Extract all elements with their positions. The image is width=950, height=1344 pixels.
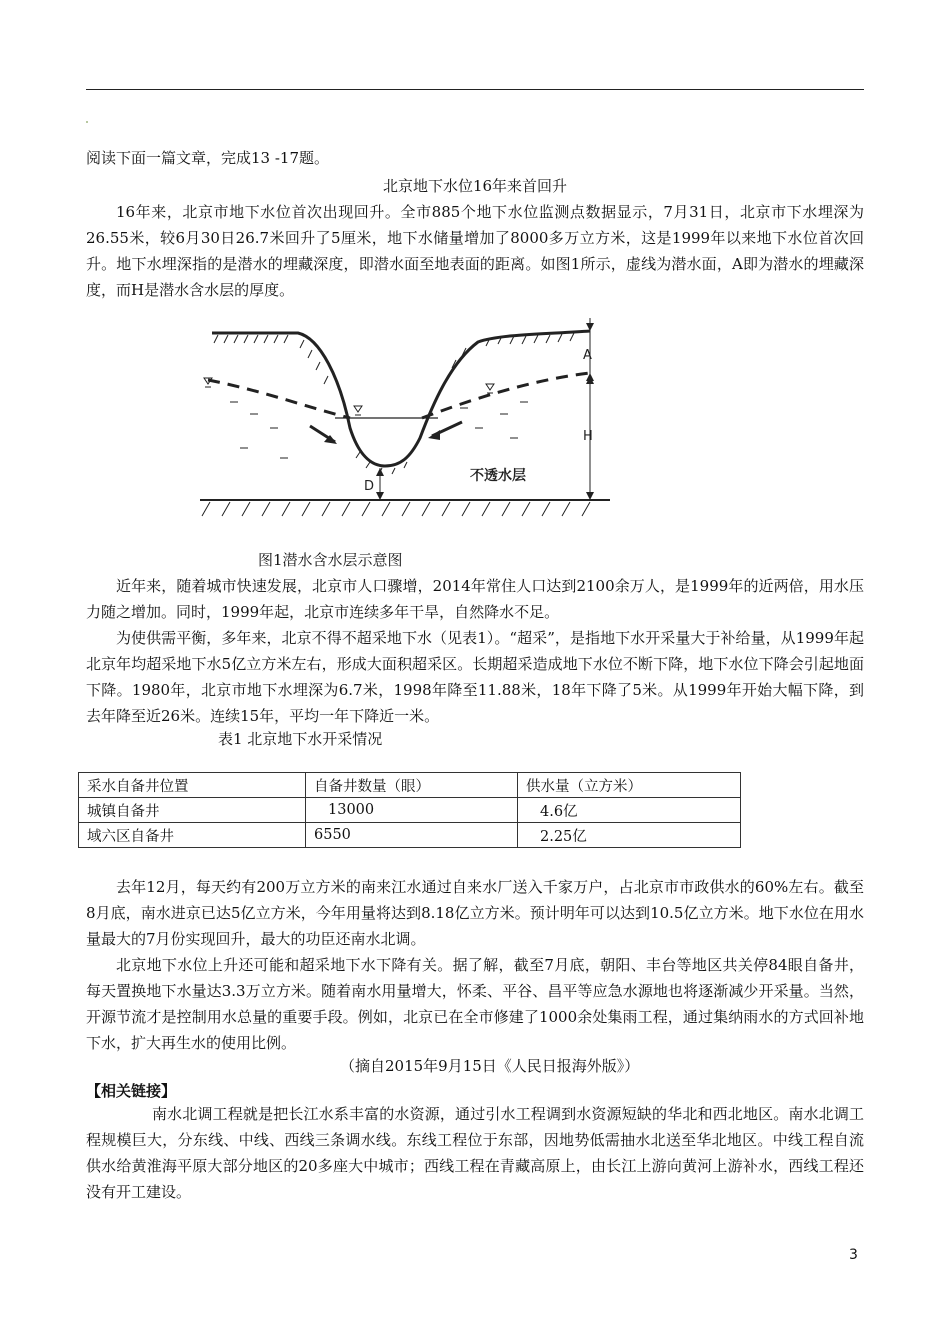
table-row: [79, 823, 741, 848]
article-title: 北京地下水位16年来首回升: [382, 177, 568, 195]
label-h: H: [583, 429, 593, 444]
paragraph-3: 为使供需平衡，多年来，北京不得不超采地下水（见表1）。“超采”，是指地下水开采量大于补给量，从1999年起北京年均超采地下水5亿立方米左右，形成大面积超采区。长期超采造成地下水位不断下降，地下水位下降会引起地面下降。1980年，北京市地下水埋深为6.7米，1998年降至11.88米，18年下降了5米。从1999年开始大幅下降，到去年降至近26米。连续15年，平均一年下降近一米。: [86, 629, 864, 725]
table-header-cell: 自备井数量（眼）: [306, 773, 518, 798]
figure-caption: 图1潜水含水层示意图: [258, 551, 403, 569]
stray-mark: [86, 121, 88, 123]
paragraph-4: 去年12月，每天约有200万立方米的南来江水通过自来水厂送入千家万户，占北京市市政供水的60%左右。截至8月底，南水进京已达5亿立方米，今年用量将达到8.18亿立方米。预计明年可以达到10.5亿立方米。地下水位在用水量最大的7月份实现回升，最大的功臣还南水北调。: [86, 878, 864, 948]
label-impermeable-layer: 不透水层: [470, 468, 526, 484]
source-line: （摘自2015年9月15日《人民日报海外版》）: [340, 1057, 640, 1075]
paragraph-2: 近年来，随着城市快速发展，北京市人口骤增，2014年常住人口达到2100余万人，是1999年的近两倍，用水压力随之增加。同时，1999年起，北京市连续多年干旱，自然降水不足。: [86, 577, 864, 621]
paragraph-1: 16年来，北京市地下水位首次出现回升。全市885个地下水位监测点数据显示，7月31日，北京市下水埋深为26.55米，较6月30日26.7米回升了5厘米，地下水储量增加了8000多万立方米，这是1999年以来地下水位首次回升。地下水埋深指的是潜水的埋藏深度，即潜水面至地表面的距离。如图1所示，虚线为潜水面，A即为潜水的埋藏深度，而H是潜水含水层的厚度。: [86, 203, 864, 299]
table-cell: 4.6亿: [518, 798, 741, 823]
extraction-table: [78, 772, 741, 848]
paragraph-5: 北京地下水位上升还可能和超采地下水下降有关。据了解，截至7月底，朝阳、丰台等地区共关停84眼自备井，每天置换地下水量达3.3万立方米。随着南水用量增大，怀柔、平谷、昌平等应急水源地也将逐渐减少开采量。当然，开源节流才是控制用水总量的重要手段。例如，北京已在全市修建了1000余处集雨工程，通过集纳雨水的方式回补地下水，扩大再生水的使用比例。: [86, 956, 864, 1052]
table-cell: 13000: [306, 798, 518, 823]
table-header-cell: 供水量（立方米）: [518, 773, 741, 798]
table-title: 表1 北京地下水开采情况: [218, 730, 383, 748]
label-a: A: [583, 348, 592, 363]
header-rule: [86, 89, 864, 90]
table-cell: 域六区自备井: [79, 823, 306, 848]
related-text: 南水北调工程就是把长江水系丰富的水资源，通过引水工程调到水资源短缺的华北和西北地区。南水北调工程规模巨大，分东线、中线、西线三条调水线。东线工程位于东部，因地势低需抽水北送至华北地区。中线工程自流供水给黄淮海平原大部分地区的20多座大中城市；西线工程在青藏高原上，由长江上游向黄河上游补水，西线工程还没有开工建设。: [86, 1105, 864, 1201]
intro-line: 阅读下面一篇文章，完成13 -17题。: [86, 149, 330, 167]
table-header-cell: 采水自备井位置: [79, 773, 306, 798]
table-cell: 城镇自备井: [79, 798, 306, 823]
related-heading: 【相关链接】: [86, 1082, 177, 1100]
table-row: [79, 798, 741, 823]
aquifer-diagram: [200, 318, 610, 523]
table-cell: 6550: [306, 823, 518, 848]
page-number: 3: [849, 1247, 858, 1263]
table-header-row: [79, 773, 741, 798]
label-d: D: [364, 479, 375, 494]
table-cell: 2.25亿: [518, 823, 741, 848]
